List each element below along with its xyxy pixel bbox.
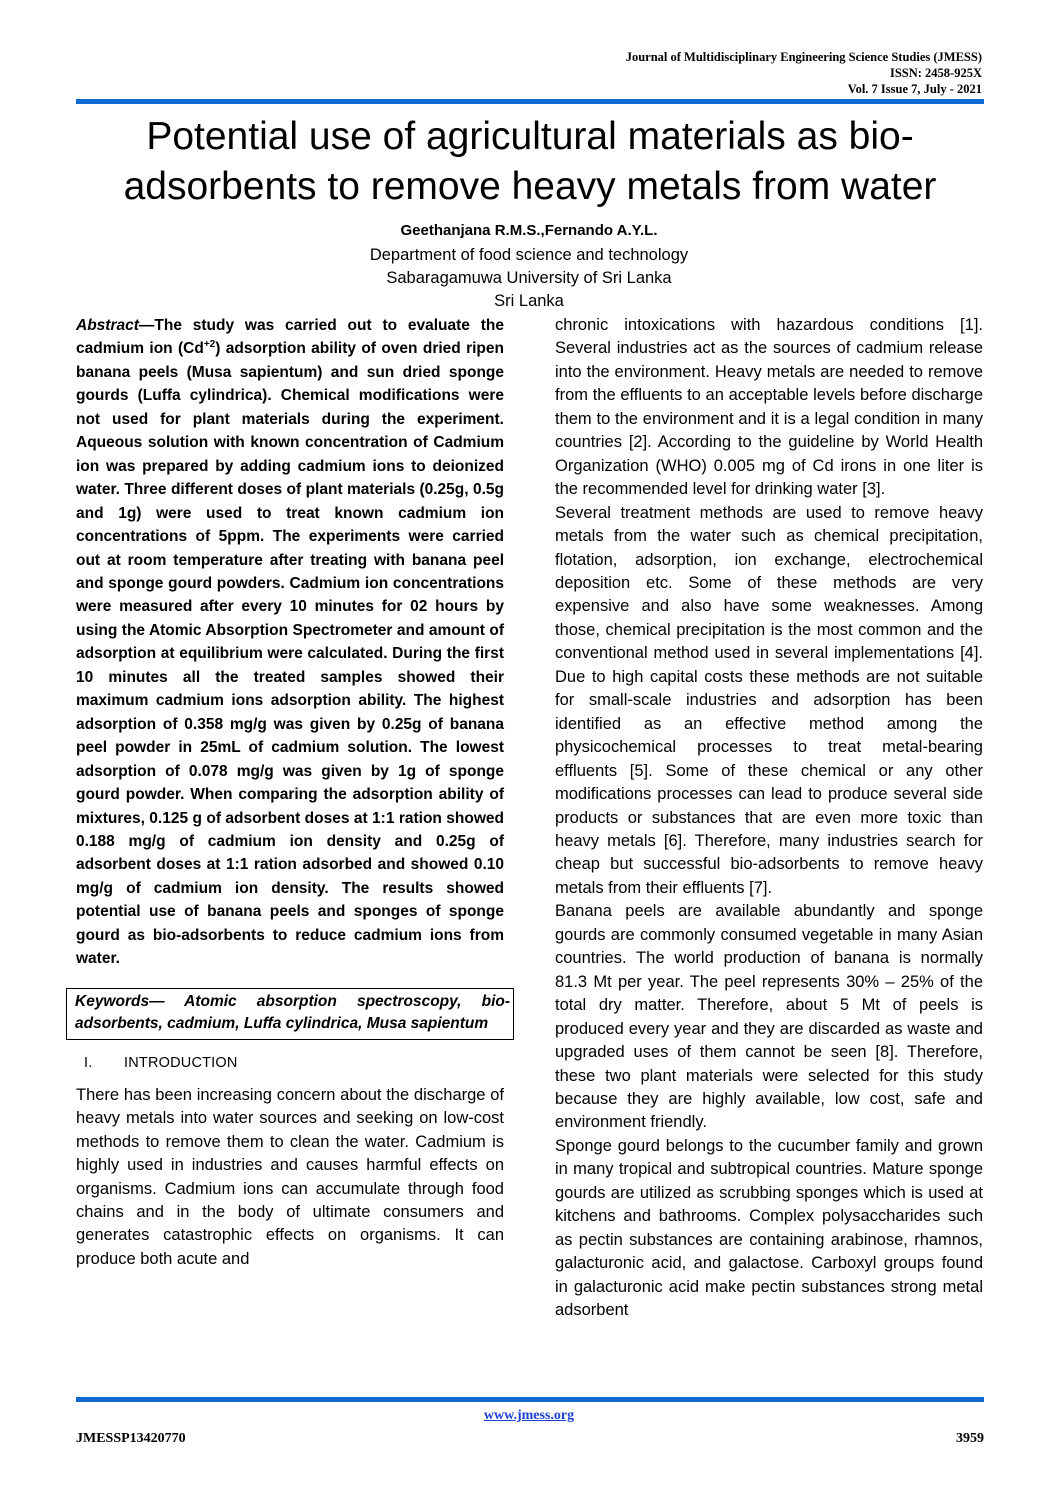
right-column: [555, 314, 983, 1322]
abstract-text-2: ) adsorption ability of oven dried ripen banana peels (Musa sapientum) and sun dried sponge gourds (Luffa cylindrica). Chemical modifications were not used for plant materials during the experiment. Aqueous solution with known concentration of Cadmium ion was prepared by adding cadmium ions to deionized water. Three different doses of plant materials (0.25g, 0.5g and 1g) were used to treat known cadmium ion concentrations of 5ppm. The experiments were carried out at room temperature after treating with banana peel and sponge gourd powders. Cadmium ion concentrations were measured after every 10 minutes for 02 hours by using the Atomic Absorption Spectrometer and amount of adsorption at equilibrium were calculated. During the first 10 minutes all the treated samples showed their maximum cadmium ions adsorption ability. The highest adsorption of 0.358 mg/g was given by 0.25g of banana peel powder in 25mL of cadmium solution. The lowest adsorption of 0.078 mg/g was given by 1g of sponge gourd powder. When comparing the adsorption ability of mixtures, 0.125 g of adsorbent doses at 1:1 ration showed 0.188 mg/g of cadmium ion density and 0.25g of adsorbent doses at 1:1 ration adsorbed and showed 0.10 mg/g of cadmium ion density. The results showed potential use of banana peels and sponges of sponge gourd as bio-adsorbents to reduce cadmium ions from water.: [76, 340, 504, 968]
journal-website-link[interactable]: www.jmess.org: [483, 1408, 575, 1423]
journal-name: Journal of Multidisciplinary Engineering Science Studies (JMESS): [625, 50, 982, 64]
affiliation: [0, 244, 1058, 313]
journal-header: [626, 49, 982, 97]
body-paragraph: Several treatment methods are used to remove heavy metals from the water such as chemical precipitation, flotation, adsorption, ion exchange, electrochemical deposition etc. Some of these methods are very expensive and also have some weaknesses. Among those, chemical precipitation is the most common and the conventional method used in several implementations [4]. Due to high capital costs these methods are not suitable for small-scale industries and adsorption has been identified as an effective method among the physicochemical processes to treat metal-bearing effluents [5]. Some of these chemical or any other modifications processes can lead to produce several side products or substances that are even more toxic than heavy metals [6]. Therefore, many industries search for cheap but successful bio-adsorbents to remove heavy metals from their effluents [7].: [555, 503, 983, 897]
body-paragraph: Sponge gourd belongs to the cucumber family and grown in many tropical and subtropical countries. Mature sponge gourds are utilized as scrubbing sponges which is used at kitchens and bathrooms. Complex polysaccharides such as pectin substances are containing arabinose, rhamnos, galacturonic acid, and galactose. Carboxyl groups found in galacturonic acid make pectin substances strong metal adsorbent: [555, 1136, 983, 1320]
abstract-dash: —: [138, 317, 155, 334]
section-heading: [76, 1052, 504, 1074]
paper-id: JMESSP13420770: [76, 1431, 186, 1446]
department: Department of food science and technology: [369, 246, 689, 264]
left-column: [75, 314, 510, 1271]
keywords-box: Keywords— Atomic absorption spectroscopy, bio-adsorbents, cadmium, Luffa cylindrica, Musa sapientum: [66, 988, 514, 1040]
footer: [76, 1431, 984, 1447]
university: Sabaragamuwa University of Sri Lanka: [386, 269, 672, 287]
header-rule: [76, 99, 984, 104]
journal-issn: ISSN: 2458-925X: [889, 66, 982, 80]
body-paragraph: chronic intoxications with hazardous conditions [1]. Several industries act as the sources of cadmium release into the environment. Heavy metals are needed to remove from the effluents to an acceptable levels before discharge them to the environment and it is a legal condition in many countries [2]. According to the guideline by World Health Organization (WHO) 0.005 mg of Cd irons in one liter is the recommended level for drinking water [3].: [555, 316, 983, 499]
abstract-superscript: +2: [203, 339, 216, 351]
body-paragraph: Banana peels are available abundantly and sponge gourds are commonly consumed vegetable in many Asian countries. The world production of banana is normally 81.3 Mt per year. The peel represents 30% – 25% of the total dry matter. Therefore, about 5 Mt of peels is produced every year and they are discarded as waste and upgraded uses of them cannot be seen [8]. Therefore, these two plant materials were selected for this study because they are highly available, low cost, safe and environment friendly.: [555, 902, 983, 1132]
footer-rule: [76, 1397, 984, 1402]
page-number: 3959: [956, 1431, 984, 1446]
journal-volume: Vol. 7 Issue 7, July - 2021: [847, 82, 982, 96]
authors: Geethanjana R.M.S.,Fernando A.Y.L.: [400, 222, 658, 239]
paper-title: Potential use of agricultural materials as bio-adsorbents to remove heavy metals from water: [123, 115, 937, 208]
introduction-paragraph: There has been increasing concern about the discharge of heavy metals into water sources and seeking on low-cost methods to remove them to clean the water. Cadmium is highly used in industries and causes harmful effects on organisms. Cadmium ions can accumulate through food chains and in the body of ultimate consumers and generates catastrophic effects on organisms. It can produce both acute and: [76, 1085, 504, 1268]
country: Sri Lanka: [494, 292, 564, 310]
section-title: INTRODUCTION: [124, 1054, 238, 1071]
section-number: I.: [84, 1054, 93, 1071]
abstract: [76, 314, 504, 971]
abstract-label: Abstract: [76, 317, 139, 334]
abstract-text-1: The study was carried out to evaluate the cadmium ion (Cd: [76, 317, 504, 358]
